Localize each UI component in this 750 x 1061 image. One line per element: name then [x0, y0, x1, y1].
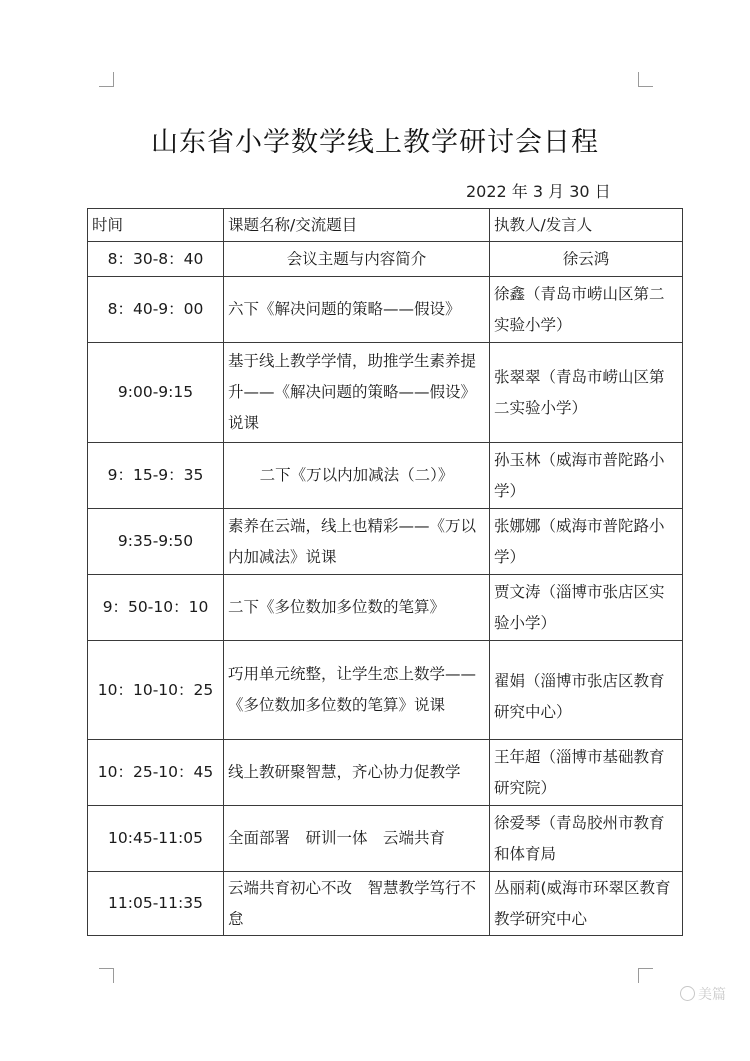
table-row	[88, 575, 683, 641]
row-topic: 会议主题与内容简介	[224, 242, 490, 277]
row-speaker: 翟娟（淄博市张店区教育研究中心）	[490, 641, 683, 740]
row-time: 8：30-8：40	[88, 242, 224, 277]
row-topic: 基于线上教学学情，助推学生素养提升——《解决问题的策略——假设》说课	[224, 343, 490, 443]
row-speaker: 徐云鸿	[490, 242, 683, 277]
table-row	[88, 277, 683, 343]
header-topic: 课题名称/交流题目	[224, 209, 490, 242]
row-topic: 二下《万以内加减法（二）》	[224, 443, 490, 509]
watermark-text: 美篇	[698, 987, 726, 1003]
row-time: 9:00-9:15	[88, 343, 224, 443]
row-time: 9：50-10：10	[88, 575, 224, 641]
row-time: 9：15-9：35	[88, 443, 224, 509]
schedule-table	[87, 208, 683, 936]
row-time: 8：40-9：00	[88, 277, 224, 343]
row-speaker: 徐爱琴（青岛胶州市教育和体育局	[490, 806, 683, 872]
row-topic: 二下《多位数加多位数的笔算》	[224, 575, 490, 641]
page-corner-mark-bottom-left	[99, 968, 114, 983]
table-row	[88, 641, 683, 740]
row-speaker: 丛丽莉(威海市环翠区教育教学研究中心	[490, 872, 683, 936]
row-speaker: 徐鑫（青岛市崂山区第二实验小学）	[490, 277, 683, 343]
page-corner-mark-top-right	[638, 72, 653, 87]
row-time: 10:45-11:05	[88, 806, 224, 872]
document-date: 2022 年 3 月 30 日	[466, 182, 611, 201]
header-speaker: 执教人/发言人	[490, 209, 683, 242]
row-speaker: 张娜娜（威海市普陀路小学）	[490, 509, 683, 575]
table-row	[88, 509, 683, 575]
table-row	[88, 443, 683, 509]
table-row	[88, 343, 683, 443]
row-topic: 全面部署 研训一体 云端共育	[224, 806, 490, 872]
meipian-logo-icon	[680, 986, 695, 1001]
row-time: 10：10-10：25	[88, 641, 224, 740]
table-row	[88, 242, 683, 277]
row-topic: 巧用单元统整，让学生恋上数学——《多位数加多位数的笔算》说课	[224, 641, 490, 740]
header-time: 时间	[88, 209, 224, 242]
row-time: 11:05-11:35	[88, 872, 224, 936]
row-speaker: 孙玉林（威海市普陀路小学）	[490, 443, 683, 509]
table-row	[88, 872, 683, 936]
page-corner-mark-bottom-right	[638, 968, 653, 983]
row-speaker: 张翠翠（青岛市崂山区第二实验小学）	[490, 343, 683, 443]
page-corner-mark-top-left	[99, 72, 114, 87]
row-time: 10：25-10：45	[88, 740, 224, 806]
page-title: 山东省小学数学线上教学研讨会日程	[151, 127, 599, 158]
table-header-row	[88, 209, 683, 242]
watermark	[680, 984, 726, 1004]
row-topic: 云端共育初心不改 智慧教学笃行不怠	[224, 872, 490, 936]
row-topic: 六下《解决问题的策略——假设》	[224, 277, 490, 343]
row-speaker: 王年超（淄博市基础教育研究院）	[490, 740, 683, 806]
table-row	[88, 806, 683, 872]
row-speaker: 贾文涛（淄博市张店区实验小学）	[490, 575, 683, 641]
table-row	[88, 740, 683, 806]
row-time: 9:35-9:50	[88, 509, 224, 575]
row-topic: 素养在云端，线上也精彩——《万以内加减法》说课	[224, 509, 490, 575]
row-topic: 线上教研聚智慧，齐心协力促教学	[224, 740, 490, 806]
